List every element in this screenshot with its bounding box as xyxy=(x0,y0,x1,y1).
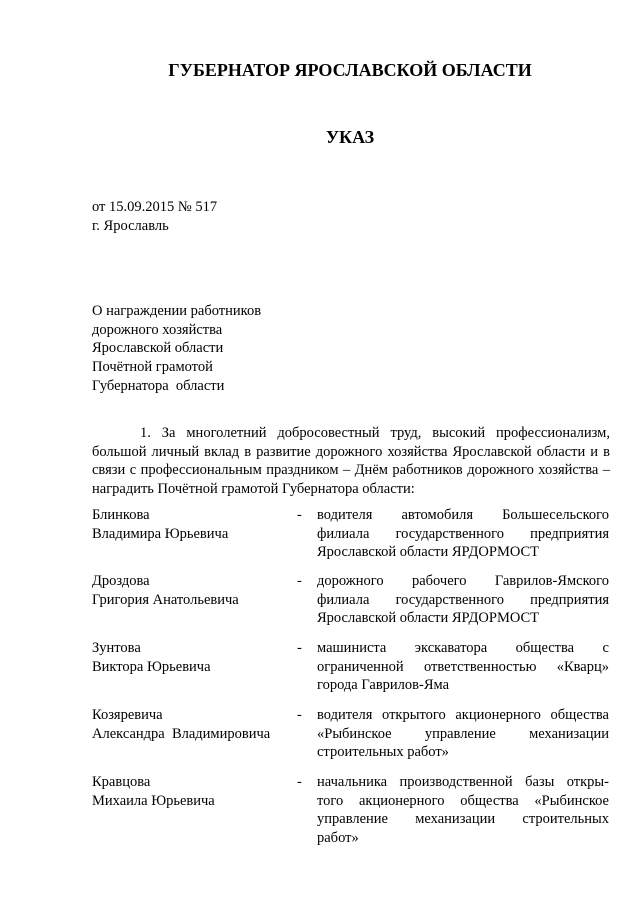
awardee-name xyxy=(92,506,292,543)
position-line: ограниченной ответственностью «Кварц» xyxy=(317,658,609,675)
position-line: дорожного рабочего Гаврилов-Ямского xyxy=(317,573,609,589)
dash-separator: - xyxy=(297,640,302,656)
awardee-position xyxy=(317,706,609,762)
position-line: того акционерного общества «Рыбинское xyxy=(317,792,609,809)
subject-line: Ярославской области xyxy=(92,340,224,357)
position-line: «Рыбинское управление механизации xyxy=(317,725,609,742)
document-subject xyxy=(92,302,261,396)
awardee-position xyxy=(317,572,609,628)
document-meta xyxy=(92,198,217,235)
position-line: города Гаврилов-Яма xyxy=(317,677,450,693)
awardee-surname: Блинкова xyxy=(92,507,150,523)
awardee-given-names: Владимира Юрьевича xyxy=(92,525,229,542)
awardee-given-names: Григория Анатольевича xyxy=(92,591,239,608)
subject-line: Губернатора области xyxy=(92,377,225,394)
position-line: работ» xyxy=(317,829,359,846)
position-line: водителя автомобиля Большесельского xyxy=(317,507,609,523)
awardee-given-names: Михаила Юрьевича xyxy=(92,792,215,809)
awardee-name xyxy=(92,639,292,676)
city: г. Ярославль xyxy=(92,217,169,234)
position-line: управление механизации строительных xyxy=(317,811,609,827)
position-line: строительных работ» xyxy=(317,744,449,760)
awardee-given-names: Виктора Юрьевича xyxy=(92,658,211,675)
position-line: начальника производственной базы откры- xyxy=(317,774,609,790)
position-line: филиала государственного предприятия xyxy=(317,591,609,608)
awardee-name xyxy=(92,572,292,609)
authority-heading: ГУБЕРНАТОР ЯРОСЛАВСКОЙ ОБЛАСТИ xyxy=(168,60,532,80)
paragraph-text: 1. За многолетний добросовестный труд, высокий профессионализм, большой личный вклад в развитие дорожного хозяйства Ярославской области и в связи с профессиональным праздником – Днём работников дорожного хозяйства – наградить Почётной грамотой Губернатора области: xyxy=(92,425,610,498)
dash-separator: - xyxy=(297,707,302,723)
awardee-name xyxy=(92,706,292,743)
awardee-surname: Дроздова xyxy=(92,573,150,589)
subject-line: О награждении работников xyxy=(92,303,262,319)
dash-separator: - xyxy=(297,573,302,589)
awardee-surname: Зунтова xyxy=(92,640,141,656)
main-paragraph xyxy=(92,424,610,499)
awardee-position xyxy=(317,773,609,847)
awardee-name xyxy=(92,773,292,810)
dash-separator: - xyxy=(297,774,302,790)
position-line: водителя открытого акционерного общества xyxy=(317,707,609,723)
dash-separator: - xyxy=(297,507,302,523)
position-line: филиала государственного предприятия xyxy=(317,525,609,542)
awardee-surname: Кравцова xyxy=(92,774,151,790)
awardee-position xyxy=(317,506,609,562)
subject-line: Почётной грамотой xyxy=(92,359,213,376)
date-and-number: от 15.09.2015 № 517 xyxy=(92,199,218,215)
position-line: Ярославской области ЯРДОРМОСТ xyxy=(317,610,540,626)
awardee-given-names: Александра Владимировича xyxy=(92,725,271,742)
position-line: Ярославской области ЯРДОРМОСТ xyxy=(317,544,540,560)
awardee-position xyxy=(317,639,609,695)
position-line: машиниста экскаватора общества с xyxy=(317,640,609,656)
document-type-heading: УКАЗ xyxy=(325,127,375,147)
awardee-surname: Козяревича xyxy=(92,707,163,723)
subject-line: дорожного хозяйства xyxy=(92,321,223,338)
